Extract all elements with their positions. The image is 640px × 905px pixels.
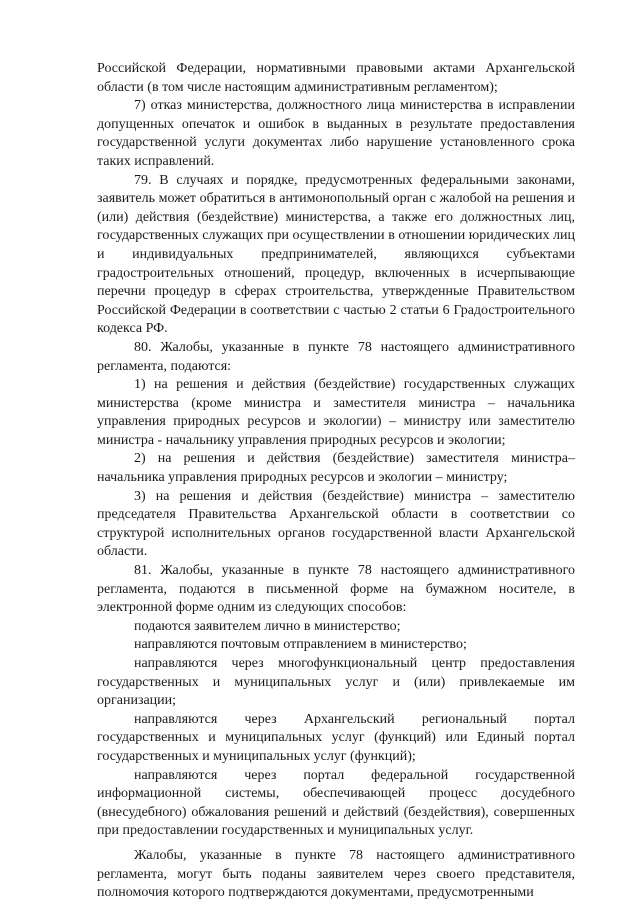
paragraph-79: 79. В случаях и порядке, предусмотренных федеральными законами, заявитель может обратиться в антимонопольный орган с жалобой на решения и (или) действия (бездействие) министерства, а также его должностных лиц, государственных служащих при осуществлении в отношении юридических лиц и индивидуальных предпринимателей, являющихся субъектами градостроительных отношений, процедур, включенных в исчерпывающие перечни процедур в сферах строительства, утвержденные Правительством Российской Федерации в соответствии с частью 2 статьи 6 Градостроительного кодекса РФ.	[97, 172, 575, 337]
paragraph-80-item-1: 1) на решения и действия (бездействие) государственных служащих министерства (кроме министра и заместителя министра – начальника управления природных ресурсов и экологии) – министру или заместителю министра - начальнику управления природных ресурсов и экологии;	[97, 377, 575, 448]
paragraph-81-method-mfc: направляются через многофункциональный центр предоставления государственных и муниципальных услуг и (или) привлекаемые им организации;	[97, 656, 575, 709]
document-page	[97, 60, 575, 903]
paragraph-80-item-3: 3) на решения и действия (бездействие) министра – заместителю председателя Правительства Архангельской области в соответствии со структурой исполнительных органов государственной власти Архангельской области.	[97, 488, 575, 560]
paragraph-representative: Жалобы, указанные в пункте 78 настоящего административного регламента, могут быть поданы заявителем через своего представителя, полномочия которого подтверждаются документами, предусмотренными	[97, 847, 575, 901]
paragraph-80: 80. Жалобы, указанные в пункте 78 настоящего административного регламента, подаются:	[97, 339, 575, 374]
paragraph-80-item-2: 2) на решения и действия (бездействие) заместителя министра–начальника управления природных ресурсов и экологии – министру;	[97, 451, 575, 486]
paragraph-81-method-in-person: подаются заявителем лично в министерство;	[134, 618, 401, 634]
paragraph-81: 81. Жалобы, указанные в пункте 78 настоящего административного регламента, подаются в письменной форме на бумажном носителе, в электронной форме одним из следующих способов:	[97, 563, 575, 616]
paragraph-81-method-post: направляются почтовым отправлением в министерство;	[134, 637, 467, 653]
paragraph-81-method-portal: направляются через Архангельский региональный портал государственных и муниципальных услуг (функций) или Единый портал государственных и муниципальных услуг (функций);	[97, 711, 575, 764]
paragraph-item-7: 7) отказ министерства, должностного лица министерства в исправлении допущенных опечаток и ошибок в выданных в результате предоставления государственной услуги документах либо нарушение установленного срока таких исправлений.	[97, 98, 575, 169]
paragraph-81-method-federal-system: направляются через портал федеральной государственной информационной системы, обеспечивающей процесс досудебного (внесудебного) обжалования решений и действий (бездействия), совершенных при предоставлении государственных и муниципальных услуг.	[97, 767, 575, 839]
paragraph-continuation: Российской Федерации, нормативными правовыми актами Архангельской области (в том числе настоящим административным регламентом);	[97, 61, 575, 95]
